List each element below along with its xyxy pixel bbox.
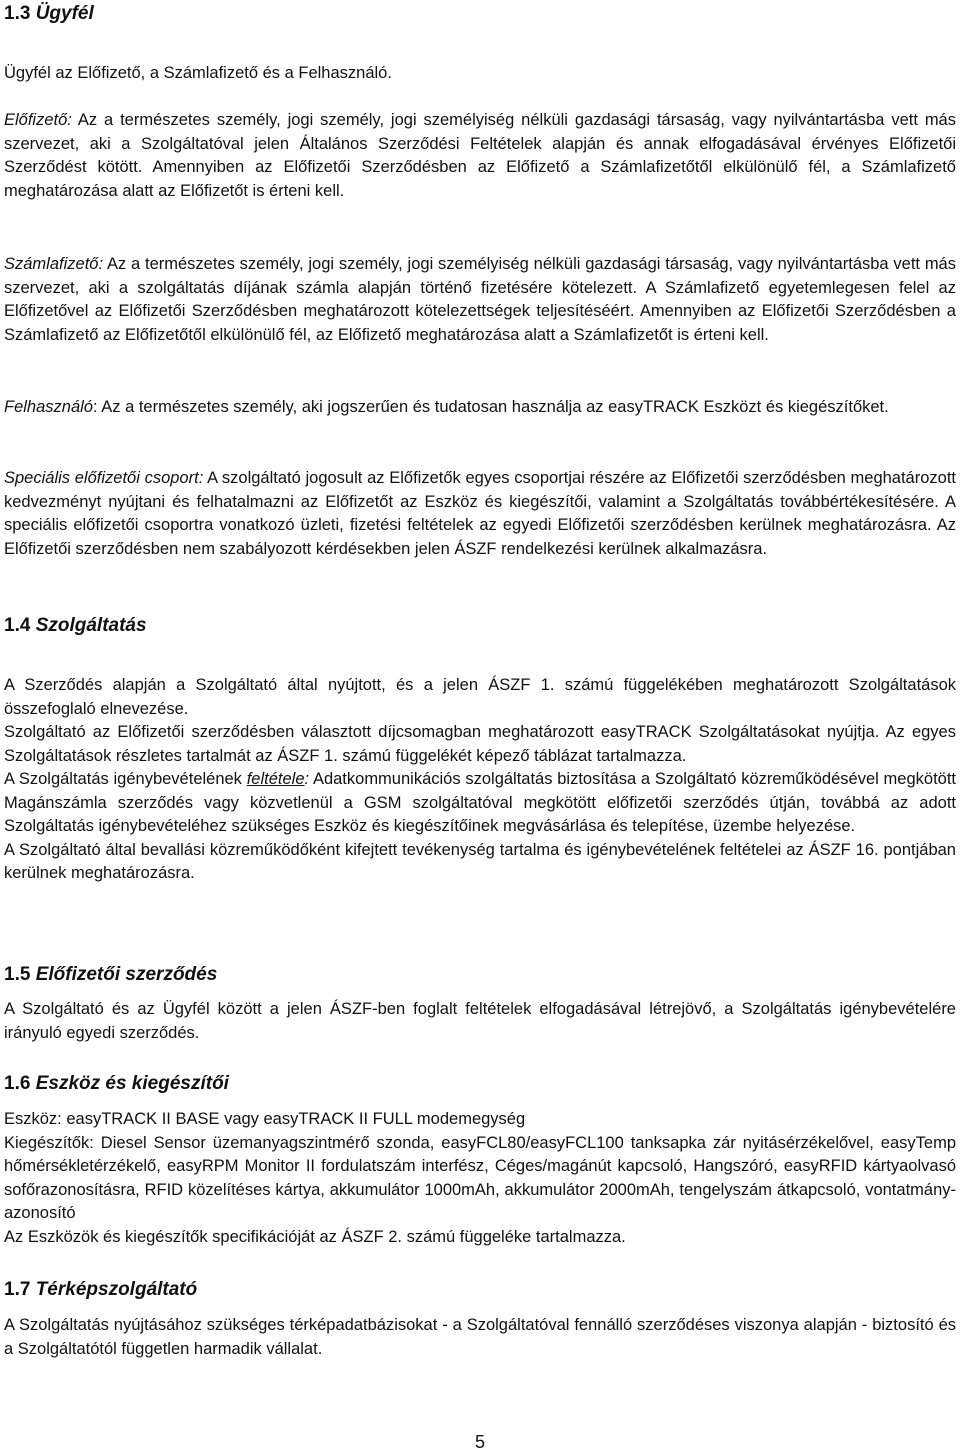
paragraph-elofizeto: Előfizető: Az a természetes személy, jogi személy, jogi személyiség nélküli gazdasági társaság, vagy nyilvántartásba vett más szervezet, aki a Szolgáltatóval jelen Általános Szerződési Feltételek alapján és annak elfogadásával érvényes Előfizetői Szerződést kötött. Amennyiben az Előfizetői Szerződésben az Előfizető a Számlafizetőtől elkülönülő fél, a Számlafizető meghatározása alatt az Előfizetőt is érteni kell. [4, 111, 956, 200]
paragraph-eszkoz: Eszköz: easyTRACK II BASE vagy easyTRACK II FULL modemegység [4, 1110, 526, 1128]
paragraph-szolgaltatas-2: Szolgáltató az Előfizetői szerződésben választott díjcsomagban meghatározott easyTRACK Szolgáltatásokat nyújtja. Az egyes Szolgáltatások részletes tartalmát az ÁSZF 1. számú függelékét képező táblázat tartalmazza. [4, 723, 956, 765]
paragraph-elofizetoi-szerzodes: A Szolgáltató és az Ügyfél között a jelen ÁSZF-ben foglalt feltételek elfogadásával létrejövő, a Szolgáltatás igénybevételére irányuló egyedi szerződés. [4, 1000, 956, 1042]
section-heading-1-3: 1.3 Ügyfél [4, 3, 94, 24]
paragraph-szolgaltatas-3: A Szolgáltatás igénybevételének feltétele: Adatkommunikációs szolgáltatás biztosítása a Szolgáltató közreműködésével megkötött Magánszámla szerződés vagy közvetlenül a GSM szolgáltatóval megkötött előfizetői szerződés útján, továbbá az adott Szolgáltatás igénybevételéhez szükséges Eszköz és kiegészítőinek megvásárlása és telepítése, üzembe helyezése. [4, 770, 956, 835]
term-elofizeto: Előfizető: [4, 111, 72, 129]
section-heading-1-7: 1.7 Térképszolgáltató [4, 1279, 198, 1300]
term-specialis: Speciális előfizetői csoport: [4, 469, 204, 487]
paragraph-specifikacio: Az Eszközök és kiegészítők specifikációját az ÁSZF 2. számú függeléke tartalmazza. [4, 1227, 626, 1246]
section-heading-1-4: 1.4 Szolgáltatás [4, 615, 147, 636]
section-body-1-6 [4, 1108, 956, 1249]
section-body-1-5 [4, 998, 956, 1045]
paragraph-terkepszolgaltato: A Szolgáltatás nyújtásához szükséges térképadatbázisokat - a Szolgáltatóval fennálló szerződéses viszonya alapján - biztosító és a Szolgáltatótól független harmadik vállalat. [4, 1316, 956, 1358]
page-number: 5 [474, 1432, 485, 1452]
section-heading-1-5: 1.5 Előfizetői szerződés [4, 964, 218, 985]
term-feltetele: feltétele [246, 770, 305, 788]
paragraph-szamlafizeto: Számlafizető: Az a természetes személy, jogi személy, jogi személyiség nélküli gazdasági társaság, vagy nyilvántartásba vett más szervezet, aki a szolgáltatás díjának számla alapján történő fizetésére kötelezett. A Számlafizető egyetemlegesen felel az Előfizetővel az Előfizetői Szerződésben meghatározott kötelezettségek teljesítéséért. Amennyiben az Előfizetői Szerződésben a Számlafizető az Előfizetőtől elkülönülő fél, az Előfizető meghatározása alatt a Számlafizetőt is érteni kell. [4, 255, 956, 344]
section-body-1-4 [4, 674, 956, 886]
paragraph-kiegeszitok: Kiegészítők: Diesel Sensor üzemanyagszintmérő szonda, easyFCL80/easyFCL100 tanksapka zár nyitásérzékelővel, easyTemp hőmérsékletérzékelő, easyRPM Monitor II fordulatszám interfész, Céges/magánút kapcsoló, Hangszóró, easyRFID kártyaolvasó sofőrazonosításra, RFID közelítéses kártya, akkumulátor 1000mAh, akkumulátor 2000mAh, tengelyszám átkapcsoló, vontatmány-azonosító [4, 1133, 956, 1222]
paragraph-szolgaltatas-1: A Szerződés alapján a Szolgáltató által nyújtott, és a jelen ÁSZF 1. számú függelékében meghatározott Szolgáltatások összefoglaló elnevezése. [4, 676, 956, 718]
paragraph-szolgaltatas-4: A Szolgáltató által bevallási közreműködőként kifejtett tevékenység tartalma és igénybevételének feltételei az ÁSZF 16. pontjában kerülnek meghatározásra. [4, 840, 956, 882]
section-heading-1-6: 1.6 Eszköz és kiegészítői [4, 1073, 229, 1094]
paragraph-ugyfel-intro: Ügyfél az Előfizető, a Számlafizető és a Felhasználó. [4, 64, 392, 82]
term-szamlafizeto: Számlafizető: [4, 255, 104, 273]
paragraph-specialis-csoport: Speciális előfizetői csoport: A szolgáltató jogosult az Előfizetők egyes csoportjai részére az Előfizetői szerződésben meghatározott kedvezményt nyújtani és felhatalmazni az Előfizetőt az Eszköz és kiegészítői, valamint a Szolgáltatás továbbértékesítésére. A speciális előfizetői csoportra vonatkozó üzleti, fizetési feltételek az egyedi Előfizetői szerződésben kerülnek meghatározásra. Az Előfizetői szerződésben nem szabályozott kérdésekben jelen ÁSZF rendelkezési kerülnek alkalmazásra. [4, 469, 956, 558]
section-body-1-7 [4, 1314, 956, 1361]
term-felhasznalo: Felhasználó [4, 398, 93, 416]
paragraph-felhasznalo: Felhasználó: Az a természetes személy, aki jogszerűen és tudatosan használja az easyTRACK Eszközt és kiegészítőket. [4, 398, 889, 416]
